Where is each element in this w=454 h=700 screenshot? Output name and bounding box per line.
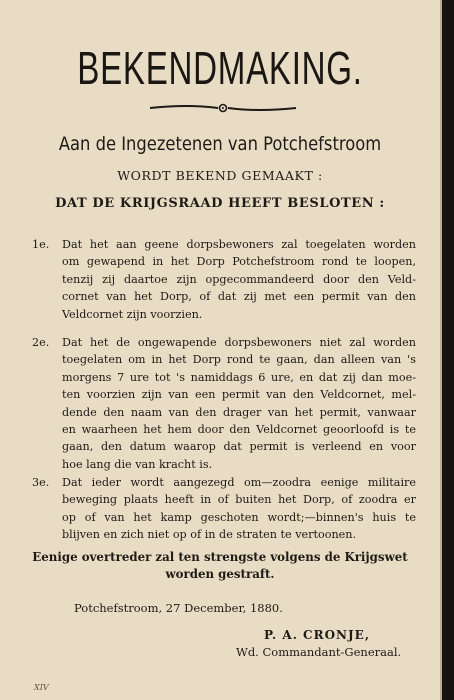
article-line: Dat het aan geene dorpsbewoners zal toegelaten worden: [62, 238, 416, 251]
article-text: [62, 334, 416, 473]
article-line: en waarheen het hem door den Veldcornet geoorloofd is te: [62, 423, 416, 437]
article-number: 2e.: [32, 336, 50, 349]
article-number: 3e.: [32, 476, 50, 489]
page-number: XIV: [34, 683, 49, 692]
article-line: gaan, den datum waarop dat permit is verleend en voor: [62, 440, 416, 454]
penalty-line: Eenige overtreder zal ten strengste volgens de Krijgswet: [32, 550, 408, 564]
article-line: Dat het de ongewapende dorpsbewoners niet zal worden: [62, 336, 416, 349]
place-date: Potchefstroom, 27 December, 1880.: [74, 601, 283, 615]
article-text: [62, 474, 416, 544]
article-line: om gewapend in het Dorp Potchefstroom rond te loopen,: [62, 255, 416, 269]
article-line: blijven en zich niet op of in de straten te vertoonen.: [62, 528, 357, 542]
article-line: hoe lang die van kracht is.: [62, 457, 213, 471]
article-line: toegelaten om in het Dorp rond te gaan, dan alleen van 's: [62, 353, 416, 367]
signatory-role: Wd. Commandant-Generaal.: [236, 645, 402, 659]
article-line: Dat ieder wordt aangezegd om—zoodra eenige militaire: [62, 476, 416, 489]
article-text: [62, 236, 416, 323]
signatory-name: P. A. CRONJE,: [264, 628, 371, 642]
article-line: dende den naam van den drager van het permit, vanwaar: [62, 405, 416, 419]
article-line: morgens 7 ure tot 's namiddags 6 ure, en dat zij dan moe-: [62, 370, 416, 384]
penalty-notice: [20, 549, 420, 583]
article-line: Veldcornet zijn voorzien.: [62, 307, 203, 321]
penalty-line: worden gestraft.: [165, 567, 275, 581]
article-line: tenzij zij daartoe zijn opgecommandeerd door den Veld-: [62, 272, 416, 286]
proclamation-title: BEKENDMAKING.: [77, 42, 363, 94]
article-line: beweging plaats heeft in of buiten het Dorp, of zoodra er: [62, 493, 416, 507]
ornament-divider: [148, 102, 298, 114]
resolution-heading: DAT DE KRIJGSRAAD HEEFT BESLOTEN :: [55, 196, 385, 211]
announcement-line: WORDT BEKEND GEMAAKT :: [117, 168, 323, 183]
article-number: 1e.: [32, 238, 50, 251]
article-line: ten voorzien zijn van een permit van den Veldcornet, mel-: [62, 388, 416, 402]
addressee-heading: Aan de Ingezetenen van Potchefstroom: [58, 133, 382, 155]
article-line: op of van het kamp geschoten wordt;—binnen's huis te: [62, 510, 416, 524]
article-line: cornet van het Dorp, of dat zij met een permit van den: [62, 290, 416, 304]
